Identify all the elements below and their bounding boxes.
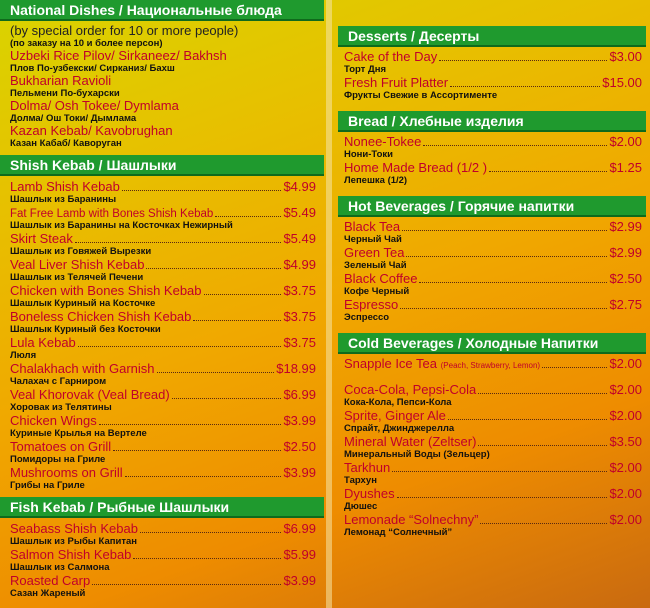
menu-item — [10, 573, 316, 599]
menu-item — [344, 460, 642, 486]
item-name-ru: Чалахач с Гарниром — [10, 376, 107, 387]
menu-item — [10, 49, 316, 74]
item-name-ru: Люля — [10, 350, 37, 361]
item-price: $2.00 — [609, 382, 642, 397]
item-name: Salmon Shish Kebab — [10, 547, 132, 562]
section-desserts — [334, 26, 650, 101]
item-price: $2.00 — [609, 408, 642, 423]
menu-item — [10, 521, 316, 547]
item-name: Chicken Wings — [10, 413, 97, 428]
leader-dots — [92, 584, 281, 585]
item-name-ru: Фрукты Свежие в Ассортименте — [344, 90, 498, 101]
item-name-ru: Кока-Кола, Пепси-Кола — [344, 397, 452, 408]
item-price: $2.00 — [609, 134, 642, 149]
item-price: $3.75 — [283, 283, 316, 298]
item-name: Skirt Steak — [10, 231, 73, 246]
item-name: Green Tea — [344, 245, 405, 260]
section-hot-beverages — [334, 196, 650, 323]
item-name-ru: Нони-Токи — [344, 149, 394, 160]
leader-dots — [478, 445, 607, 446]
menu-item — [344, 49, 642, 75]
item-name: Sprite, Ginger Ale — [344, 408, 446, 423]
item-name: Home Made Bread (1/2 ) — [344, 160, 488, 175]
item-price: $2.00 — [609, 512, 642, 527]
leader-dots — [193, 320, 281, 321]
leader-dots — [480, 523, 607, 524]
section-fish-kebab — [0, 497, 324, 599]
menu-item — [344, 75, 642, 101]
item-name-ru: Пельмени По-бухарски — [10, 88, 120, 99]
menu-item — [344, 356, 642, 382]
item-name-ru: Шашлык Куриный на Косточке — [10, 298, 156, 309]
order-note-ru: (по заказу на 10 и более персон) — [10, 38, 163, 49]
menu-item — [10, 465, 316, 491]
item-price: $3.99 — [283, 573, 316, 588]
item-name-ru: Хоровак из Телятины — [10, 402, 112, 413]
item-name: Mushrooms on Grill — [10, 465, 123, 480]
item-price: $6.99 — [283, 387, 316, 402]
item-name: Mineral Water (Zeltser) — [344, 434, 477, 449]
item-price: $6.99 — [283, 521, 316, 536]
item-price: $4.99 — [283, 257, 316, 272]
leader-dots — [478, 393, 607, 394]
section-header: Desserts / Десерты — [338, 26, 646, 47]
menu-item — [10, 205, 316, 231]
item-name-ru — [344, 371, 642, 382]
item-name-ru: Сазан Жареный — [10, 588, 86, 599]
menu-item — [10, 387, 316, 413]
leader-dots — [204, 294, 282, 295]
menu-item — [344, 134, 642, 160]
item-name-ru: Шашлык Куриный без Косточки — [10, 324, 161, 335]
menu-item — [10, 283, 316, 309]
column-divider — [326, 0, 332, 608]
item-name: Seabass Shish Kebab — [10, 521, 138, 536]
section-bread — [334, 111, 650, 186]
item-name: Boneless Chicken Shish Kebab — [10, 309, 192, 324]
leader-dots — [125, 476, 282, 477]
right-column — [334, 0, 650, 538]
item-price: $5.49 — [283, 205, 316, 220]
item-price: $3.99 — [283, 413, 316, 428]
item-name: Roasted Carp — [10, 573, 91, 588]
menu-item — [10, 257, 316, 283]
leader-dots — [157, 372, 275, 373]
order-note: (by special order for 10 or more people) — [10, 23, 239, 38]
section-header: National Dishes / Национальные блюда — [0, 0, 324, 21]
leader-dots — [448, 419, 608, 420]
menu-item — [344, 160, 642, 186]
section-cold-beverages — [334, 333, 650, 538]
item-name: Fresh Fruit Platter — [344, 75, 449, 90]
item-flavors: (Peach, Strawberry, Lemon) — [440, 361, 541, 370]
leader-dots — [542, 367, 607, 368]
section-header: Shish Kebab / Шашлыки — [0, 155, 324, 176]
item-name: Tomatoes on Grill — [10, 439, 112, 454]
item-price: $15.00 — [602, 75, 642, 90]
item-price: $3.50 — [609, 434, 642, 449]
item-name-ru: Куриные Крылья на Вертеле — [10, 428, 147, 439]
item-name-ru: Зеленый Чай — [344, 260, 407, 271]
menu-item — [10, 335, 316, 361]
leader-dots — [122, 190, 282, 191]
section-header: Fish Kebab / Рыбные Шашлыки — [0, 497, 324, 518]
menu-item — [344, 271, 642, 297]
item-name-ru: Грибы на Гриле — [10, 480, 85, 491]
leader-dots — [113, 450, 281, 451]
item-name: Dolma/ Osh Tokee/ Dymlama — [10, 98, 179, 113]
item-name: Tarkhun — [344, 460, 391, 475]
menu-item — [10, 547, 316, 573]
item-price: $4.99 — [283, 179, 316, 194]
item-name: Black Tea — [344, 219, 401, 234]
item-name-ru: Лепешка (1/2) — [344, 175, 408, 186]
item-name-ru: Шашлык из Телячей Печени — [10, 272, 144, 283]
menu-item — [344, 219, 642, 245]
item-name-ru: Лемонад “Солнечный” — [344, 527, 453, 538]
item-name-ru: Шашлык из Говяжей Вырезки — [10, 246, 152, 257]
item-name-ru: Помидоры на Гриле — [10, 454, 106, 465]
menu-item — [10, 309, 316, 335]
item-price: $5.99 — [283, 547, 316, 562]
leader-dots — [423, 145, 607, 146]
left-column — [0, 0, 324, 599]
menu-item — [344, 245, 642, 271]
item-name: Chicken with Bones Shish Kebab — [10, 283, 202, 298]
leader-dots — [400, 308, 607, 309]
menu-item — [10, 74, 316, 99]
item-price: $2.00 — [609, 460, 642, 475]
item-name: Fat Free Lamb with Bones Shish Kebab — [10, 208, 214, 220]
leader-dots — [406, 256, 607, 257]
menu-item — [344, 382, 642, 408]
item-price: $2.00 — [609, 356, 642, 371]
item-name-ru: Торт Дня — [344, 64, 387, 75]
item-name: Dyushes — [344, 486, 395, 501]
item-name: Cake of the Day — [344, 49, 438, 64]
leader-dots — [172, 398, 282, 399]
item-name: Lemonade “Solnechny” — [344, 512, 479, 527]
leader-dots — [99, 424, 282, 425]
leader-dots — [78, 346, 282, 347]
leader-dots — [133, 558, 281, 559]
menu-item — [344, 408, 642, 434]
menu-item — [10, 439, 316, 465]
leader-dots — [140, 532, 282, 533]
item-name-ru: Дюшес — [344, 501, 378, 512]
item-name-ru: Шашлык из Рыбы Капитан — [10, 536, 138, 547]
item-name-ru: Тархун — [344, 475, 377, 486]
leader-dots — [489, 171, 607, 172]
item-name: Bukharian Ravioli — [10, 73, 112, 88]
item-name: Coca-Cola, Pepsi-Cola — [344, 382, 477, 397]
item-name-ru: Шашлык из Баранины — [10, 194, 117, 205]
item-name: Black Coffee — [344, 271, 418, 286]
item-name: Veal Khorovak (Veal Bread) — [10, 387, 170, 402]
item-name: Nonee-Tokee — [344, 134, 422, 149]
item-name-text: Snapple Ice Tea — [344, 356, 437, 371]
leader-dots — [146, 268, 281, 269]
leader-dots — [215, 216, 281, 217]
menu-item — [10, 231, 316, 257]
item-name-ru: Эспрессо — [344, 312, 390, 323]
item-price: $2.50 — [283, 439, 316, 454]
section-header: Cold Beverages / Холодные Напитки — [338, 333, 646, 354]
item-price: $3.00 — [609, 49, 642, 64]
item-name-ru: Долма/ Ош Токи/ Дымлама — [10, 113, 137, 124]
item-price: $2.75 — [609, 297, 642, 312]
item-name: Espresso — [344, 297, 399, 312]
menu-item — [344, 297, 642, 323]
item-name: Veal Liver Shish Kebab — [10, 257, 145, 272]
item-name-ru: Плов По-узбекски/ Сирканиз/ Бахш — [10, 63, 175, 74]
item-name-ru: Спрайт, Джинджерелла — [344, 423, 455, 434]
leader-dots — [392, 471, 607, 472]
menu-item — [10, 179, 316, 205]
item-name-ru: Черный Чай — [344, 234, 402, 245]
item-price: $2.99 — [609, 245, 642, 260]
item-price: $2.00 — [609, 486, 642, 501]
item-price: $1.25 — [609, 160, 642, 175]
item-name-ru: Казан Кабаб/ Каворуган — [10, 138, 122, 149]
item-name: Kazan Kebab/ Kavobrughan — [10, 123, 173, 138]
leader-dots — [75, 242, 282, 243]
item-price: $5.49 — [283, 231, 316, 246]
leader-dots — [419, 282, 607, 283]
menu-item — [344, 486, 642, 512]
item-name-ru: Шашлык из Баранины на Косточках Нежирный — [10, 220, 233, 231]
leader-dots — [402, 230, 607, 231]
section-header: Bread / Хлебные изделия — [338, 111, 646, 132]
item-price: $18.99 — [276, 361, 316, 376]
item-price: $3.99 — [283, 465, 316, 480]
item-name-ru: Минеральный Воды (Зельцер) — [344, 449, 490, 460]
item-name: Chalakhach with Garnish — [10, 361, 155, 376]
item-name — [344, 356, 540, 371]
menu-item — [344, 512, 642, 538]
item-price: $2.50 — [609, 271, 642, 286]
leader-dots — [450, 86, 600, 87]
section-national-dishes — [0, 0, 324, 149]
leader-dots — [439, 60, 607, 61]
item-price: $3.75 — [283, 309, 316, 324]
menu-item — [10, 413, 316, 439]
menu-item — [344, 434, 642, 460]
leader-dots — [397, 497, 608, 498]
item-name: Lamb Shish Kebab — [10, 179, 120, 194]
menu-item — [10, 99, 316, 124]
item-name: Uzbeki Rice Pilov/ Sirkaneez/ Bakhsh — [10, 48, 227, 63]
section-shish-kebab — [0, 155, 324, 491]
item-name-ru: Кофе Черный — [344, 286, 410, 297]
item-price: $2.99 — [609, 219, 642, 234]
menu-item — [10, 124, 316, 149]
item-price: $3.75 — [283, 335, 316, 350]
menu-item — [10, 361, 316, 387]
item-name: Lula Kebab — [10, 335, 76, 350]
section-header: Hot Beverages / Горячие напитки — [338, 196, 646, 217]
item-name-ru: Шашлык из Салмона — [10, 562, 110, 573]
